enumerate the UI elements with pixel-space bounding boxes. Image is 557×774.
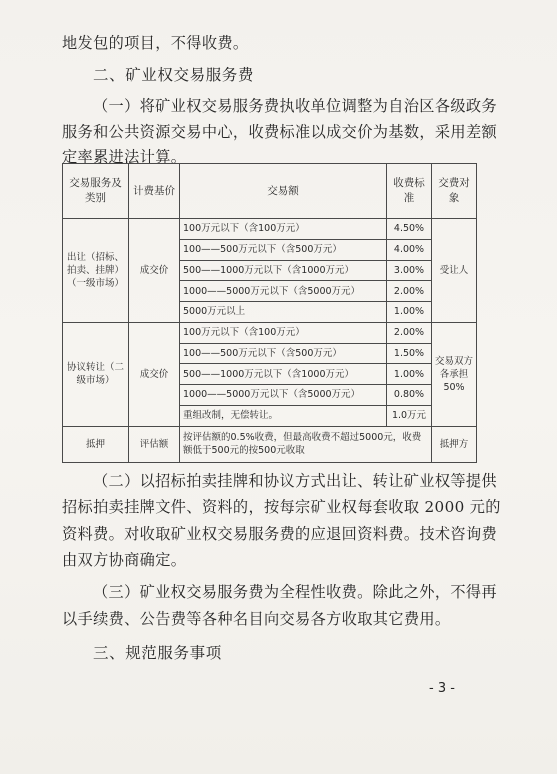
table-header-row xyxy=(63,164,477,219)
range-cell: 1000——5000万元以下（含5000万元） xyxy=(180,281,387,302)
rate-cell: 3.00% xyxy=(387,260,432,281)
header-basis: 计费基价 xyxy=(129,164,180,219)
header-category: 交易服务及类别 xyxy=(63,164,129,219)
section-heading-service-standards: 三、规范服务事项 xyxy=(93,644,222,662)
range-cell: 500——1000万元以下（含1000万元） xyxy=(180,364,387,385)
pledge-payer: 抵押方 xyxy=(432,426,477,462)
range-cell: 1000——5000万元以下（含5000万元） xyxy=(180,385,387,406)
secondary-market-basis: 成交价 xyxy=(129,322,180,426)
rate-cell: 2.00% xyxy=(387,281,432,302)
paragraph-2-line-1: （二）以招标拍卖挂牌和协议方式出让、转让矿业权等提供 xyxy=(93,472,497,490)
rate-cell: 1.00% xyxy=(387,302,432,323)
primary-market-category: 出让（招标、拍卖、挂牌）（一级市场） xyxy=(63,219,129,323)
page-number: - 3 - xyxy=(429,681,455,696)
paragraph-3-line-2: 以手续费、公告费等各种名目向交易各方收取其它费用。 xyxy=(62,610,451,628)
range-cell: 5000万元以上 xyxy=(180,302,387,323)
pledge-category: 抵押 xyxy=(63,426,129,462)
section-heading-mining-rights-fee: 二、矿业权交易服务费 xyxy=(93,66,255,84)
secondary-market-category: 协议转让（二级市场） xyxy=(63,322,129,426)
table-row xyxy=(63,322,477,343)
table-row xyxy=(63,219,477,240)
range-cell: 重组改制，无偿转让。 xyxy=(180,405,387,426)
rate-cell: 4.50% xyxy=(387,219,432,240)
rate-cell: 1.0万元 xyxy=(387,405,432,426)
paragraph-3-line-1: （三）矿业权交易服务费为全程性收费。除此之外，不得再 xyxy=(93,583,497,601)
range-cell: 100万元以下（含100万元） xyxy=(180,322,387,343)
secondary-market-payer: 交易双方各承担50% xyxy=(432,322,477,426)
primary-market-payer: 受让人 xyxy=(432,219,477,323)
primary-market-basis: 成交价 xyxy=(129,219,180,323)
range-cell: 100——500万元以下（含500万元） xyxy=(180,343,387,364)
rate-cell: 1.00% xyxy=(387,364,432,385)
paragraph-2-line-3: 资料费。对收取矿业权交易服务费的应退回资料费。技术咨询费 xyxy=(62,525,498,543)
range-cell: 100万元以下（含100万元） xyxy=(180,219,387,240)
paragraph-2-line-2: 招标拍卖挂牌文件、资料的，按每宗矿业权每套收取 2000 元的 xyxy=(62,498,501,516)
paragraph-1-line-3: 定率累进法计算。 xyxy=(62,148,187,166)
fee-schedule-table xyxy=(62,163,477,463)
range-cell: 100——500万元以下（含500万元） xyxy=(180,239,387,260)
paragraph-2-line-4: 由双方协商确定。 xyxy=(62,551,187,569)
header-payer: 交费对象 xyxy=(432,164,477,219)
header-amount: 交易额 xyxy=(180,164,387,219)
table-row-pledge xyxy=(63,426,477,462)
pledge-description: 按评估额的0.5%收费，但最高收费不超过5000元，收费额低于500元的按500元收取 xyxy=(180,426,432,462)
paragraph-1-line-2: 服务和公共资源交易中心，收费标准以成交价为基数，采用差额 xyxy=(62,123,498,141)
rate-cell: 0.80% xyxy=(387,385,432,406)
paragraph-1-line-1: （一）将矿业权交易服务费执收单位调整为自治区各级政务 xyxy=(93,97,497,115)
pledge-basis: 评估额 xyxy=(129,426,180,462)
rate-cell: 2.00% xyxy=(387,322,432,343)
rate-cell: 4.00% xyxy=(387,239,432,260)
range-cell: 500——1000万元以下（含1000万元） xyxy=(180,260,387,281)
rate-cell: 1.50% xyxy=(387,343,432,364)
header-rate: 收费标准 xyxy=(387,164,432,219)
text-line-top: 地发包的项目，不得收费。 xyxy=(62,34,249,52)
